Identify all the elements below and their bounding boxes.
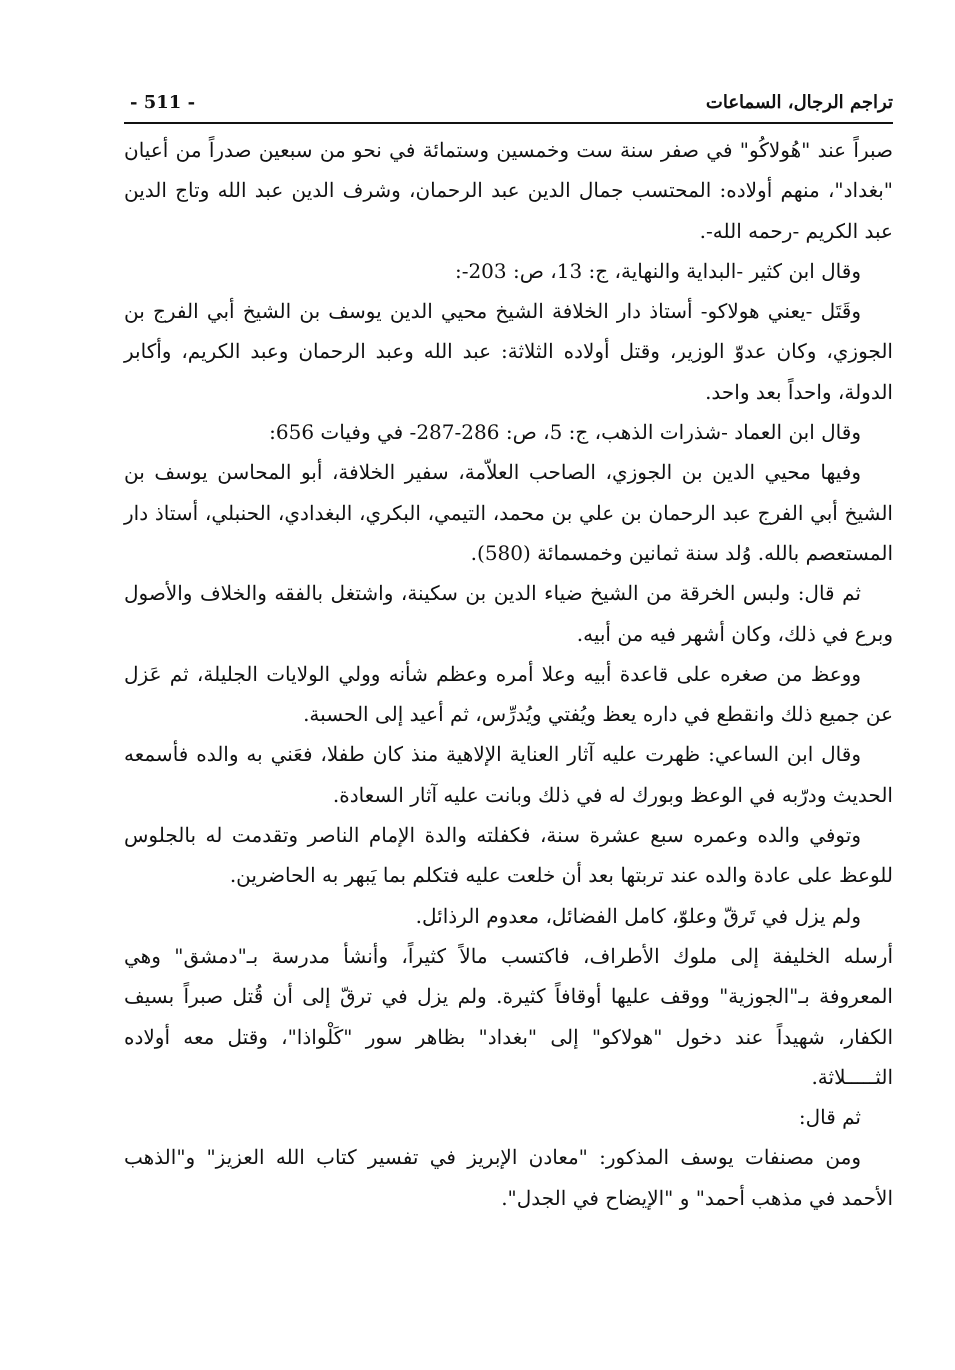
running-title: تراجم الرجال، السماعات — [705, 92, 893, 113]
paragraph: ثم قال: ولبس الخرقة من الشيخ ضياء الدين بن سكينة، واشتغل بالفقه والخلاف والأصول وبرع في ذلك، وكان أشهر فيه من أبيه. — [124, 581, 893, 646]
paragraph: وفيها محيي الدين بن الجوزي، الصاحب العلاّمة، سفير الخلافة، أبو المحاسن يوسف بن الشيخ أبي الفرج عبد الرحمان بن علي بن محمد، التيمي، البكري، البغدادي، الحنبلي، أستاذ دار المستعصم بالله. وُلد سنة ثمانين وخمسمائة (580). — [124, 460, 893, 565]
paragraph: ثم قال: — [798, 1105, 861, 1130]
paragraph: أرسله الخليفة إلى ملوك الأطراف، فاكتسب مالاً كثيراً، وأنشأ مدرسة بـ"دمشق" وهي المعروفة بـ"الجوزية" ووقف عليها أوقافاً كثيرة. ولم يزل في ترقّ إلى أن قُتل صبراً بسيف الكفار، شهيداً عند دخول "هولاكو" إلى "بغداد" بظاهر سور "كَلْواذا"، وقتل معه أولاده الثـــــلاثة. — [124, 943, 893, 1089]
paragraph: وتوفي والده وعمره سبع عشرة سنة، فكفلته والدة الإمام الناصر وتقدمت له بالجلوس للوعظ على عادة والده عند تربتها بعد أن خلعت عليه فتكلم بما يَبهر به الحاضرين. — [124, 823, 893, 888]
paragraph: ومن مصنفات يوسف المذكور: "معادن الإبريز في تفسير كتاب الله العزيز" و"الذهب الأحمد في مذهب أحمد" و "الإيضاح في الجدل". — [124, 1145, 893, 1210]
paragraph: ولم يزل في تَرقّ وعلوّ، كامل الفضائل، معدوم الرذائل. — [415, 903, 861, 928]
paragraph: ووعظ من صغره على قاعدة أبيه وعلا أمره وعظم شأنه وولي الولايات الجليلة، ثم عَزل عن جميع ذلك وانقطع في داره يعظ ويُفتي ويُدرِّس، ثم أعيد إلى الحسبة. — [124, 661, 893, 727]
page-header — [124, 88, 893, 124]
paragraph: وقال ابن الساعي: ظهرت عليه آثار العناية الإلاهية منذ كان طفلا، فعَني به والده فأسمعه الحديث ودرّبه في الوعظ وبورك له في ذلك وبانت عليه آثار السعادة. — [124, 742, 893, 807]
paragraph: صبراً عند "هُولاكُو" في صفر سنة ست وخمسين وستمائة في نحو من سبعين صدراً من أعيان "بغداد"، منهم أولاده: المحتسب جمال الدين عبد الرحمان، وشرف الدين عبد الله وتاج الدين عبد الكريم -رحمه الله-. — [124, 138, 893, 243]
paragraph: وقَتَل -يعني هولاكو- أستاذ دار الخلافة الشيخ محيي الدين يوسف بن الشيخ أبي الفرج بن الجوزي، وكان عدوّ الوزير، وقتل أولاده الثلاثة: عبد الله وعبد الرحمان وعبد الكريم، وأكابر الدولة، واحداً بعد واحد. — [124, 299, 893, 404]
body-text — [124, 130, 893, 1218]
paragraph: وقال ابن العماد -شذرات الذهب، ج: 5، ص: 286-287- في وفيات 656: — [269, 420, 861, 445]
page-number: - 511 - — [130, 92, 196, 113]
paragraph: وقال ابن كثير -البداية والنهاية، ج: 13، ص: 203-: — [454, 258, 861, 283]
